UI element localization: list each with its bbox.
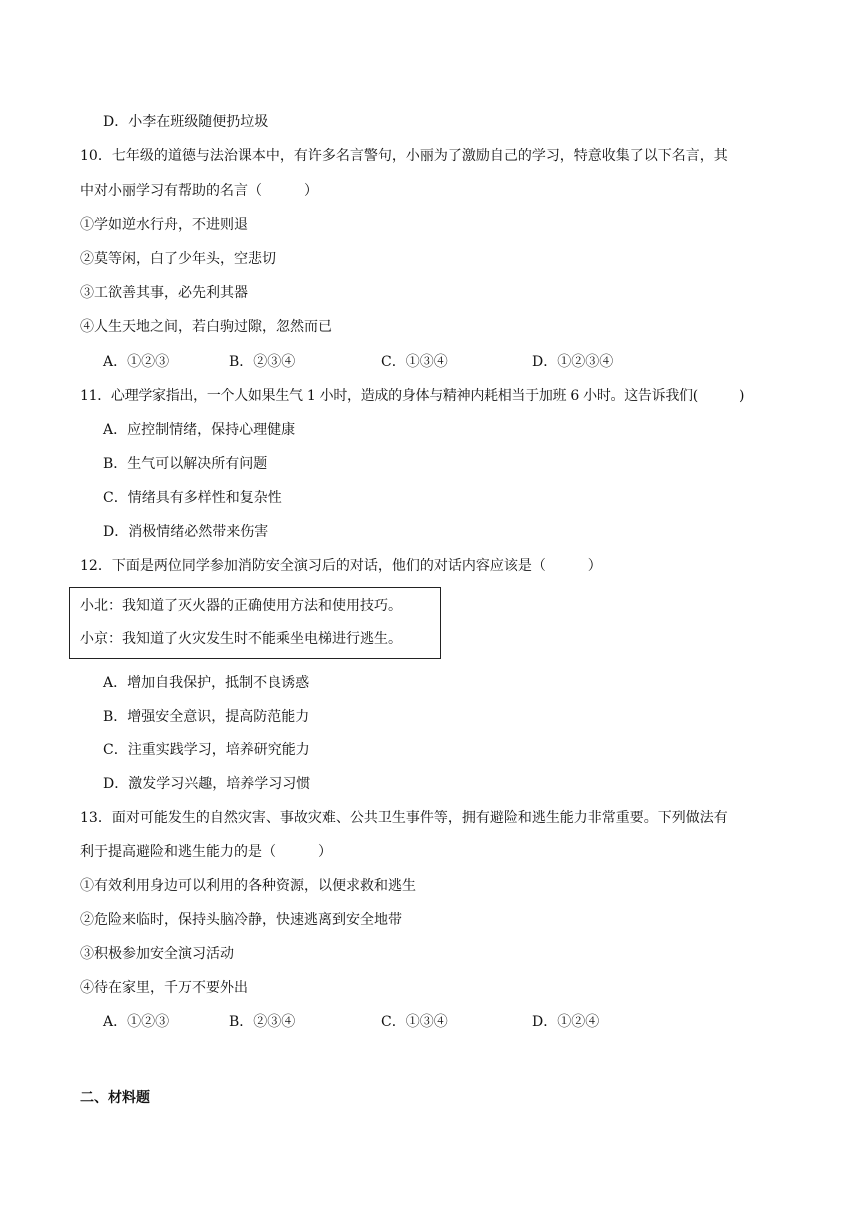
q13-option-c: C．①③④: [381, 1014, 448, 1030]
q10-item: ①学如逆水行舟，不进则退: [80, 217, 248, 233]
q10-stem-line1: 10．七年级的道德与法治课本中，有许多名言警句，小丽为了激励自己的学习，特意收集了以下名言，其: [80, 148, 728, 164]
q10-stem-line2: 中对小丽学习有帮助的名言（ ）: [80, 183, 318, 199]
q11-stem: 11．心理学家指出，一个人如果生气 1 小时，造成的身体与精神内耗相当于加班 6 小时。这告诉我们( ): [80, 388, 745, 404]
q13-option-d: D．①②④: [532, 1014, 600, 1030]
q12-option-c: C．注重实践学习，培养研究能力: [103, 742, 310, 758]
q12-dialog-box: [69, 587, 441, 659]
q10-option-c: C．①③④: [381, 354, 448, 370]
q13-item: ①有效利用身边可以利用的各种资源，以便求救和逃生: [80, 878, 416, 894]
q13-item: ③积极参加安全演习活动: [80, 946, 234, 962]
q10-item: ②莫等闲，白了少年头，空悲切: [80, 251, 276, 267]
q13-stem-line2: 利于提高避险和逃生能力的是（ ）: [80, 844, 332, 860]
q13-item: ②危险来临时，保持头脑冷静，快速逃离到安全地带: [80, 912, 402, 928]
q12-dialog-line: 小京：我知道了火灾发生时不能乘坐电梯进行逃生。: [80, 631, 402, 647]
q12-option-d: D．激发学习兴趣，培养学习习惯: [103, 776, 311, 792]
q10-option-a: A．①②③: [103, 354, 170, 370]
q10-option-d: D．①②③④: [532, 354, 614, 370]
section-title: 二、材料题: [80, 1090, 150, 1106]
q10-option-b: B．②③④: [229, 354, 296, 370]
q12-dialog-line: 小北：我知道了灭火器的正确使用方法和使用技巧。: [80, 598, 402, 614]
q13-stem-line1: 13．面对可能发生的自然灾害、事故灾难、公共卫生事件等，拥有避险和逃生能力非常重要。下列做法有: [80, 810, 728, 826]
q12-option-b: B．增强安全意识，提高防范能力: [103, 709, 310, 725]
q10-item: ③工欲善其事，必先利其器: [80, 285, 248, 301]
q9-option-d: D．小李在班级随便扔垃圾: [103, 114, 269, 130]
q12-stem: 12．下面是两位同学参加消防安全演习后的对话，他们的对话内容应该是（ ）: [80, 558, 602, 574]
q11-option-c: C．情绪具有多样性和复杂性: [103, 490, 282, 506]
q13-option-a: A．①②③: [103, 1014, 170, 1030]
q13-option-b: B．②③④: [229, 1014, 296, 1030]
q10-item: ④人生天地之间，若白驹过隙，忽然而已: [80, 319, 332, 335]
q11-option-d: D．消极情绪必然带来伤害: [103, 524, 269, 540]
q13-item: ④待在家里，千万不要外出: [80, 980, 248, 996]
q12-option-a: A．增加自我保护，抵制不良诱惑: [103, 675, 310, 691]
q11-option-a: A．应控制情绪，保持心理健康: [103, 422, 296, 438]
q11-option-b: B．生气可以解决所有问题: [103, 456, 268, 472]
